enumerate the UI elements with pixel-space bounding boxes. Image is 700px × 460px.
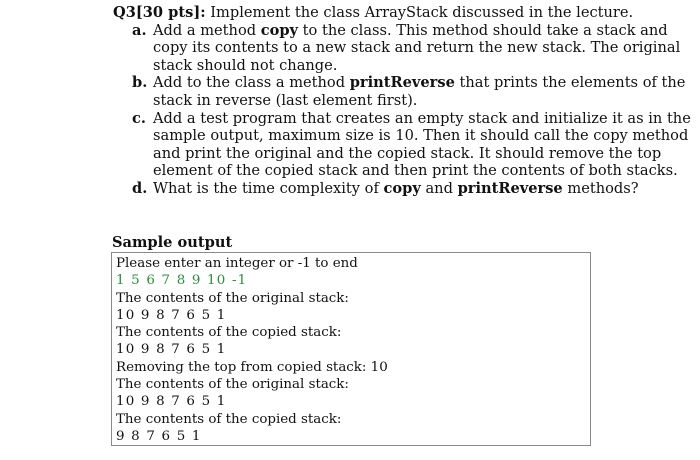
- part-text: What is the time complexity of: [153, 179, 384, 197]
- part-letter: b.: [132, 74, 148, 92]
- sample-output-title: Sample output: [112, 234, 233, 251]
- output-line-values: 10 9 8 7 6 5 1: [116, 342, 227, 358]
- output-line-values: 9 8 7 6 5 1: [116, 428, 202, 444]
- parts-list: [113, 22, 693, 198]
- part-text: methods?: [562, 179, 639, 197]
- part-d: [113, 180, 693, 198]
- output-line: The contents of the original stack:: [116, 377, 349, 393]
- part-letter: a.: [132, 21, 147, 39]
- output-line-values: 10 9 8 7 6 5 1: [116, 307, 227, 323]
- part-text: that prints the elements of the stack in reverse (last element first).: [153, 74, 686, 109]
- output-line-values: 10 9 8 7 6 5 1: [116, 394, 227, 410]
- part-bold-term: printReverse: [457, 179, 563, 197]
- output-line: The contents of the original stack:: [116, 290, 349, 306]
- output-line: Removing the top from copied stack: 10: [116, 359, 388, 375]
- sample-output-section: [111, 234, 591, 446]
- part-bold-term: copy: [260, 21, 299, 39]
- part-a: [113, 22, 693, 75]
- sample-output-box: [111, 252, 591, 446]
- part-c: [113, 110, 693, 180]
- question-text: Implement the class ArrayStack discussed in the lecture.: [205, 4, 634, 21]
- output-line: The contents of the copied stack:: [116, 411, 342, 427]
- part-text: and: [420, 179, 458, 197]
- part-text: to the class. This method should take a stack and copy its contents to a new stack and return the new stack. The original stack should not change.: [153, 21, 681, 74]
- output-line: The contents of the copied stack:: [116, 325, 342, 341]
- part-text: Add to the class a method: [153, 74, 350, 92]
- question-label: Q3[30 pts]:: [113, 4, 206, 21]
- part-text: Add a test program that creates an empty stack and initialize it as in the sample output, maximum size is 10. Then it should call the copy method and print the original and the copied stack. It should remove the top element of the copied stack and then print the contents of both stacks.: [153, 109, 691, 180]
- part-b: [113, 74, 693, 109]
- question-title: [113, 4, 693, 22]
- question-block: [113, 4, 693, 198]
- part-letter: c.: [132, 109, 146, 127]
- part-bold-term: copy: [383, 179, 421, 197]
- part-bold-term: printReverse: [349, 74, 455, 92]
- output-line-prompt: Please enter an integer or -1 to end: [116, 256, 358, 271]
- output-line-user-input: 1 5 6 7 8 9 10 -1: [116, 273, 248, 289]
- part-letter: d.: [132, 179, 148, 197]
- part-text: Add a method: [153, 21, 261, 39]
